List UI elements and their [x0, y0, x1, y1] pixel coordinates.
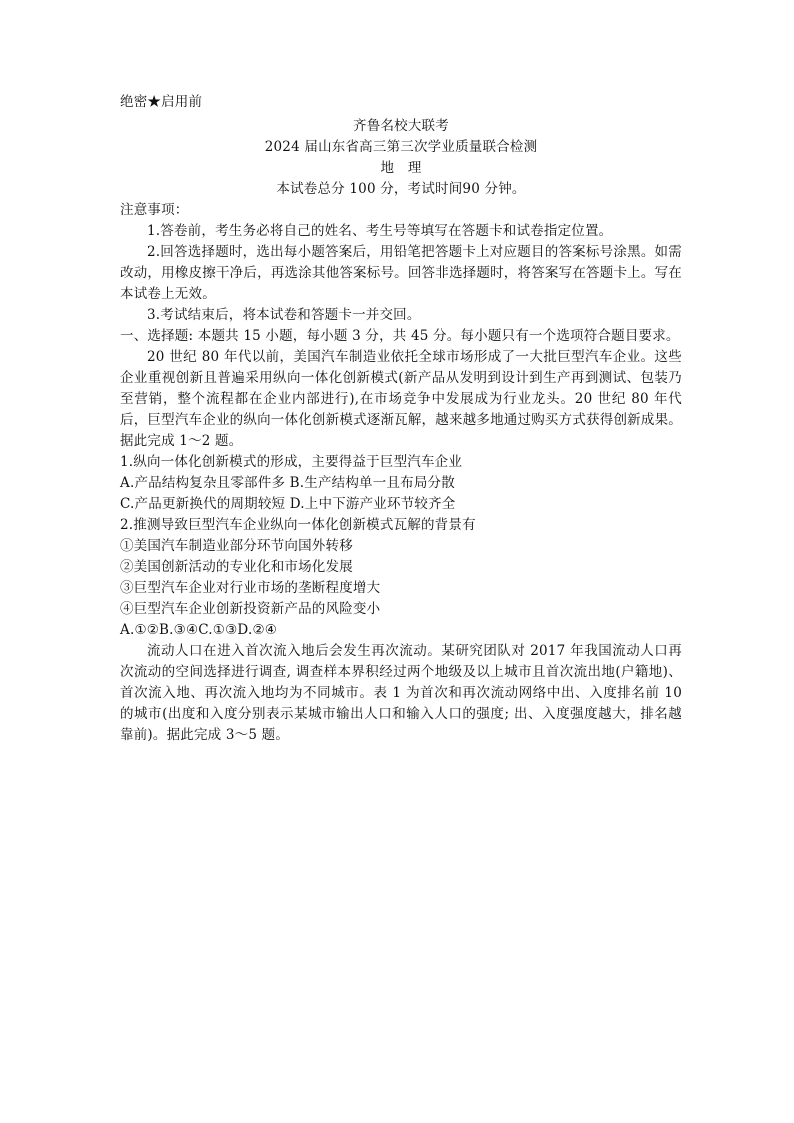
section-1-heading: 一、选择题: 本题共 15 小题，每小题 3 分，共 45 分。每小题只有一个选项符合题目要求。 — [120, 328, 680, 344]
question-1-options-ab: A.产品结构复杂且零部件多 B.生产结构单一且布局分散 — [120, 475, 455, 491]
question-2-stem: 2.推测导致巨型汽车企业纵向一体化创新模式瓦解的背景有 — [120, 517, 476, 533]
exam-info: 本试卷总分 100 分，考试时间90 分钟。 — [276, 181, 526, 197]
question-2-statement-4: ④巨型汽车企业创新投资新产品的风险变小 — [120, 601, 381, 617]
question-2-statement-1: ①美国汽车制造业部分环节向国外转移 — [120, 538, 353, 554]
exam-page — [120, 92, 682, 746]
passage-2: 流动人口在进入首次流入地后会发生再次流动。某研究团队对 2017 年我国流动人口再次流动的空间选择进行调查, 调查样本界积经过两个地级及以上城市且首次流出地(户籍地)、首次流入地、再次流入地均为不同城市。表 1 为首次和再次流动网络中出、入度排名前 10 的城市(出度和入度分别表示某城市输出人口和输入人口的强度; 出、入度强度越大，排名越靠前)。据此完成 3～5 题。 — [120, 643, 682, 743]
exam-title: 2024 届山东省高三第三次学业质量联合检测 — [264, 139, 538, 155]
notice-item-3: 3.考试结束后，将本试卷和答题卡一并交回。 — [147, 307, 421, 323]
notice-item-1: 1.答卷前，考生务必将自己的姓名、考生号等填写在答题卡和试卷指定位置。 — [147, 223, 613, 239]
union-title: 齐鲁名校大联考 — [353, 118, 449, 134]
passage-1: 20 世纪 80 年代以前，美国汽车制造业依托全球市场形成了一大批巨型汽车企业。这些企业重视创新且普遍采用纵向一体化创新模式(新产品从发明到设计到生产再到测试、包装乃至营销，整个流程都在企业内部进行),在市场竞争中发展成为行业龙头。20 世纪 80 年代后，巨型汽车企业的纵向一体化创新模式逐渐瓦解，越来越多地通过购买方式获得创新成果。据此完成 1～2 题。 — [120, 349, 682, 449]
question-2-statement-3: ③巨型汽车企业对行业市场的垄断程度增大 — [120, 580, 381, 596]
question-2-statement-2: ②美国创新活动的专业化和市场化发展 — [120, 559, 353, 575]
confidential-label: 绝密★启用前 — [120, 94, 203, 110]
question-2-options: A.①②B.③④C.①③D.②④ — [120, 622, 278, 638]
notice-item-2: 2.回答选择题时，选出每小题答案后，用铅笔把答题卡上对应题目的答案标号涂黑。如需改动，用橡皮擦干净后，再选涂其他答案标号。回答非选择题时，将答案写在答题卡上。写在本试卷上无效。 — [120, 244, 682, 302]
subject-title: 地 理 — [380, 160, 422, 176]
question-1-stem: 1.纵向一体化创新模式的形成，主要得益于巨型汽车企业 — [120, 454, 463, 470]
notice-heading: 注意事项： — [120, 202, 189, 218]
question-1-options-cd: C.产品更新换代的周期较短 D.上中下游产业环节较齐全 — [120, 496, 456, 512]
